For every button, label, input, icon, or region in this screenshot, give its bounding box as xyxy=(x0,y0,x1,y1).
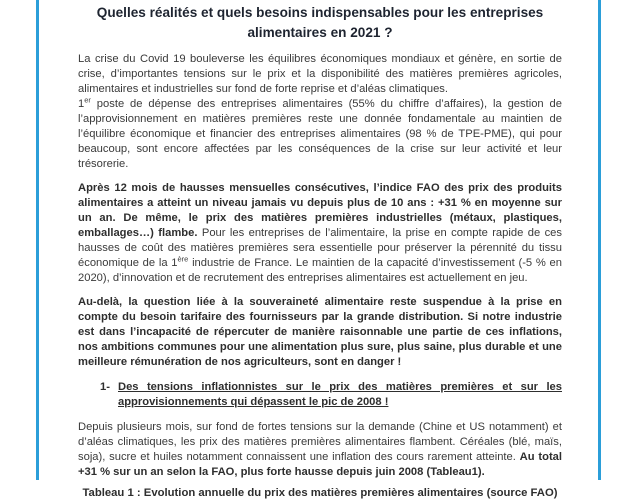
document-content xyxy=(78,0,562,501)
page-border-left xyxy=(36,0,39,480)
ordinal-superscript: ère xyxy=(177,254,189,264)
section-heading-1 xyxy=(78,380,562,410)
paragraph-first-expense xyxy=(78,97,562,172)
regular-run: industrie de France. Le maintien de la capacité d’investissement (-5 % en 2020), d’innovation et de recrutement des entreprises alimentaires est actuellement en jeu. xyxy=(78,257,562,284)
bold-run: Après 12 mois de hausses mensuelles consécutives, l’indice FAO des prix des produits alimentaires a atteint un niveau jamais vu depuis plus de 10 ans : +31 % en moyenne sur un an. De même, le prix des matières premières industrielles (métaux, plastiques, emballages…) flambe. xyxy=(78,182,562,239)
ordinal-superscript: er xyxy=(84,95,91,105)
paragraph-tensions xyxy=(78,420,562,480)
table-caption: Tableau 1 : Evolution annuelle du prix des matières premières alimentaires (source FAO) xyxy=(82,487,558,499)
page-border-right xyxy=(598,0,601,480)
paragraph-sovereignty xyxy=(78,295,562,370)
section-label: Des tensions inflationnistes sur le prix des matières premières et sur les approvisionnements qui dépassent le pic de 2008 ! xyxy=(118,381,562,408)
ordinal-number: 1 xyxy=(78,98,85,110)
bold-run: Au-delà, la question liée à la souveraineté alimentaire reste suspendue à la prise en compte du besoin tarifaire des fournisseurs par la grande distribution. Si notre industrie est dans l’incapacité de répercuter de manière raisonnable une partie de ces inflations, nos ambitions communes pour une alimentation plus sure, plus saine, plus durable et une meilleure rémunération de nos agriculteurs, sont en danger ! xyxy=(78,296,562,368)
regular-run: Depuis plusieurs mois, sur fond de fortes tensions sur la demande (Chine et US notamment) et d’aléas climatiques, les prix des matières premières alimentaires flambent. Céréales (blé, maïs, soja), sucre et huiles notamment connaissent une inflation des cours rarement atteinte. xyxy=(78,421,562,463)
regular-run: Pour les entreprises de l’alimentaire, la prise en compte rapide de ces hausses de coût des matières premières sera essentielle pour préserver la pérennité du tissu économique de la 1 xyxy=(78,227,562,269)
document-title: Quelles réalités et quels besoins indispensables pour les entreprises alimentaires en 2021 ? xyxy=(96,5,544,40)
paragraph-covid-crisis xyxy=(78,52,562,97)
bold-run: Au total +31 % sur un an selon la FAO, plus forte hausse depuis juin 2008 (Tableau1). xyxy=(78,451,562,478)
paragraph-text: La crise du Covid 19 bouleverse les équilibres économiques mondiaux et génère, en sortie de crise, d’importantes tensions sur le prix et la disponibilité des matières premières agricoles, alimentaires et industrielles sur fond de forte reprise et d’aléas climatiques. xyxy=(78,53,562,95)
paragraph-fao-index xyxy=(78,181,562,286)
section-number: 1- xyxy=(100,381,110,393)
paragraph-text: poste de dépense des entreprises alimentaires (55% du chiffre d’affaires), la gestion de l’approvisionnement en matières premières reste une donnée fondamentale au maintien de l’équilibre économique et financier des entreprises alimentaires (98 % de TPE-PME), qui pour beaucoup, sont encore affectées par les conséquences de la crise sur leur activité et leur trésorerie. xyxy=(78,98,562,170)
